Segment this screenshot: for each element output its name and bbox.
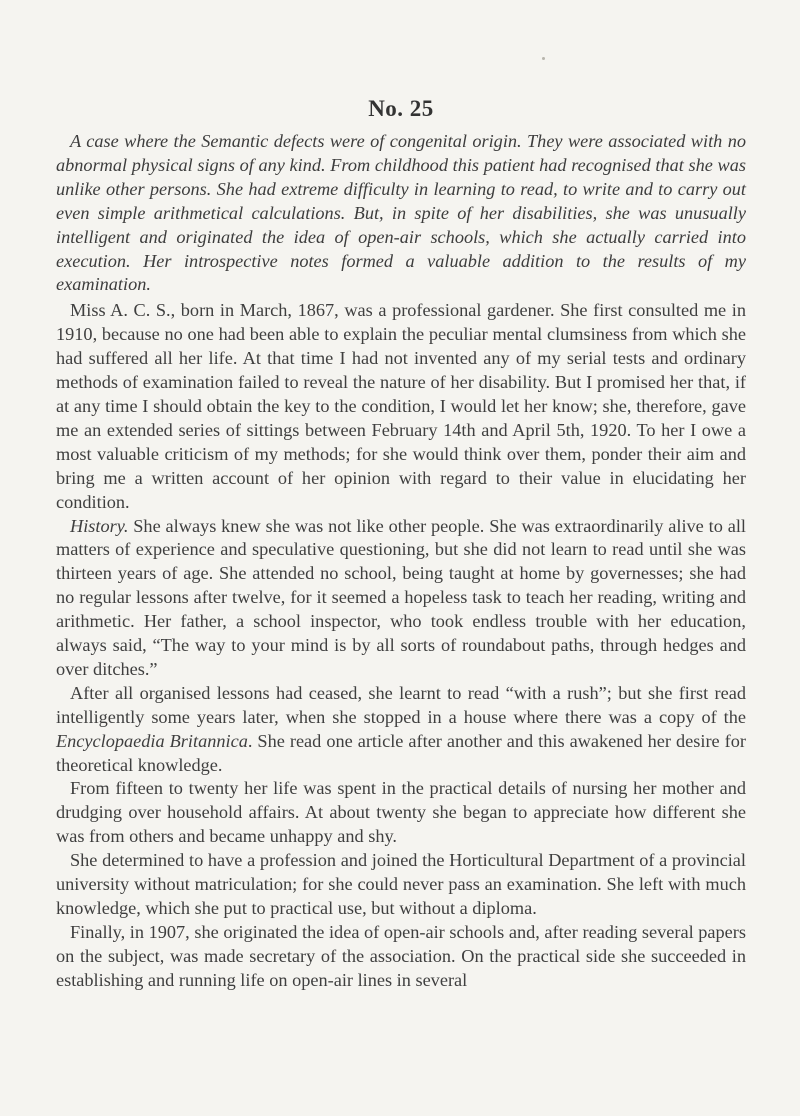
- paragraph-youth: From fifteen to twenty her life was spent in the practical details of nursing her mother and drudging over household affairs. At about twenty she began to appreciate how different she was from others and became unhappy and shy.: [56, 778, 746, 847]
- paragraph-profession: She determined to have a profession and joined the Horticultural Department of a provincial university without matriculation; for she could never pass an examination. She left with much knowledge, which she put to practical use, but without a diploma.: [56, 850, 746, 918]
- page-body: [56, 96, 746, 993]
- history-text: She always knew she was not like other people. She was extraordinarily alive to all matters of experience and speculative questioning, but she did not learn to read until she was thirteen years of age. She attended no school, being taught at home by governesses; she had no regular lessons after twelve, for it seemed a hopeless task to teach her reading, writing and arithmetic. Her father, a school inspector, who took endless trouble with her education, always said, “The way to your mind is by all sorts of roundabout paths, through hedges and over ditches.”: [56, 515, 746, 679]
- reading-text-before: After all organised lessons had ceased, she learnt to read “with a rush”; but she first read intelligently some years later, when she stopped in a house where there was a copy of the: [56, 682, 746, 727]
- reading-text-after: . She read one article after another and this awakened her desire for theoretical knowledge.: [56, 730, 746, 775]
- paragraph-introduction: Miss A. C. S., born in March, 1867, was a professional gardener. She first consulted me in 1910, because no one had been able to explain the peculiar mental clumsiness from which she had suffered all her life. At that time I had not invented any of my serial tests and ordinary methods of examination failed to reveal the nature of her disability. But I promised her that, if at any time I should obtain the key to the condition, I would let her know; she, therefore, gave me an extended series of sittings between February 14th and April 5th, 1920. To her I owe a most valuable criticism of my methods; for she would think over them, ponder their aim and bring me a written account of her opinion with regard to their value in elucidating her condition.: [56, 300, 746, 512]
- encyclopaedia-title: Encyclopaedia Britannica: [56, 730, 248, 751]
- case-number-heading: No. 25: [368, 96, 434, 121]
- paragraph-open-air-schools: Finally, in 1907, she originated the idea of open-air schools and, after reading several papers on the subject, was made secretary of the association. On the practical side she succeeded in establishing and running life on open-air lines in several: [56, 921, 746, 990]
- paragraph-reading: [56, 682, 746, 778]
- paper-speck: [542, 57, 545, 60]
- paragraph-history: [56, 515, 746, 682]
- case-abstract: A case where the Semantic defects were of congenital origin. They were associated with no abnormal physical signs of any kind. From childhood this patient had recognised that she was unlike other persons. She had extreme difficulty in learning to read, to write and to carry out even simple arithmetical calculations. But, in spite of her disabilities, she was unusually intelligent and originated the idea of open-air schools, which she actually carried into execution. Her introspective notes formed a valuable addition to the results of my examination.: [56, 131, 746, 295]
- section-lead-history: History.: [70, 515, 129, 536]
